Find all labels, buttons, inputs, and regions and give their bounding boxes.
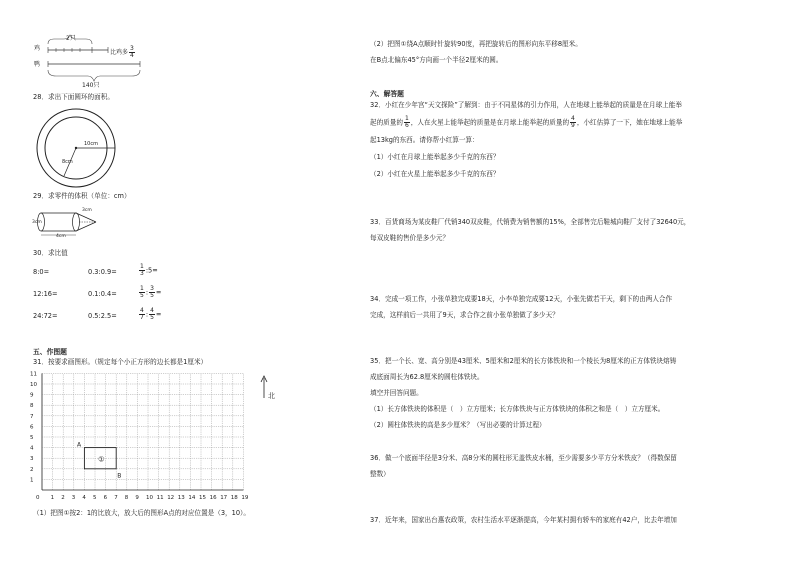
q37-line1: 37．近年来，国家出台惠农政策，农村生活水平逐渐提高，今年某村拥有轿车的家庭有42户，比去年增加 [370,516,677,524]
grid-labels [30,371,249,501]
x-tick-label: 12 [167,495,175,501]
line-row2-label: 鸭 [34,61,41,68]
x-tick-label: 0 [36,495,40,501]
q32-line2: 起的质量的 $\frac{1}{6}$ ，人在火星上能举起的质量是在月球上能举起的质量的 $\frac{4}{9}$ ，小红估算了一下，她在地球上能举 [370,115,683,129]
grid-lines [42,373,243,490]
ratio-1-a: 12:16= [33,290,58,298]
q35-sub2: （2）圆柱体铁块的高是多少厘米？（写出必要的计算过程） [370,421,546,429]
y-tick-label: 9 [30,392,34,399]
y-tick-label: 8 [30,403,34,410]
q36-line2: 整数） [370,470,390,478]
x-tick-label: 16 [209,495,217,501]
y-tick-label: 10 [30,382,37,388]
y-tick-label: 11 [30,371,37,378]
part-figure [36,207,106,239]
top-brace-label: 2只 [66,35,76,42]
q31-text: 31．按要求画图形。（规定每个小正方形的边长都是1厘米） [33,358,208,366]
q35-line2: 成底面周长为62.8厘米的圆柱体铁块。 [370,373,484,381]
x-tick-label: 18 [230,495,238,501]
dim-cone-label: 3cm [82,208,92,213]
y-tick-label: 3 [30,456,34,463]
section-5-heading: 五、作图题 [33,348,67,356]
y-tick-label: 2 [30,466,34,473]
point-a-label: A [76,441,82,449]
x-tick-label: 10 [146,495,153,501]
q32-fraction-2: $\frac{4}{9}$ [571,115,575,129]
y-tick-label: 4 [30,445,34,452]
x-tick-label: 17 [220,495,228,501]
ratio-2-a: 24:72= [33,312,58,320]
y-tick-label: 5 [30,435,34,441]
q33-line1: 33．百货商场为某皮鞋厂代销340双皮鞋，代销费为销售额的15%，全部售完后鞋城向鞋厂支付了32640元， [370,218,691,226]
compare-label [110,46,136,59]
q32-line1: 32．小红在少年宫“天文探险”了解到：由于不同星体的引力作用，人在地球上能举起的质量是在月球上能举 [370,101,682,109]
q35-line3: 填空并回答问题。 [370,389,423,397]
q29-text: 29．求零件的体积（单位：cm） [33,192,131,200]
q28-text: 28．求出下面圆环的面积。 [33,93,114,101]
q35-sub1: （1）长方体铁块的体积是（ ）立方厘米；长方体铁块与正方体铁块的体积之和是（ ）立方厘米。 [370,405,665,413]
y-tick-label: 6 [30,424,34,431]
q32-line3: 起13kg的东西。请你帮小红算一算： [370,136,479,144]
point-b-label: B [117,472,122,480]
inner-radius-label: 8cm [62,159,73,165]
q30-text: 30．求比值 [33,249,68,257]
north-label: 北 [268,392,275,400]
q31-sub3: 在B点北偏东45°方向画一个半径2厘米的圆。 [370,56,503,64]
x-tick-label: 13 [177,495,185,501]
x-tick-label: 7 [114,495,118,501]
q33-line2: 每双皮鞋的售价是多少元？ [370,234,450,242]
q36-line1: 36．做一个底面半径是3分米、高8分米的圆柱形无盖铁皮水桶，至少需要多少平方分米铁皮？（得数保留 [370,454,677,462]
x-tick-label: 11 [156,495,164,501]
q32-sub1: （1）小红在月球上能举起多少千克的东西？ [370,153,500,161]
q32-sub2: （2）小红在火星上能举起多少千克的东西？ [370,170,500,178]
q34-line1: 34．完成一项工作，小张单独完成要18天，小李单独完成要12天，小张先做若干天，剩下的由两人合作 [370,295,673,303]
ratio-1-c: $\frac{1}{5}$ : $\frac{3}{5}$ = [140,285,162,299]
q31-sub1: （1）把图①按2：1的比放大，放大后的图形A点的对应位置是（3，10）。 [33,509,250,517]
y-tick-label: 1 [30,477,34,484]
x-tick-label: 3 [71,495,76,501]
compare-text: 比鸡多 [110,49,129,56]
x-tick-label: 6 [103,495,108,501]
x-tick-label: 8 [124,495,129,501]
grid-figure [30,370,280,510]
x-tick-label: 5 [93,495,97,501]
annulus-figure [34,106,118,190]
dim-diameter-label: 3cm [32,220,42,225]
dim-length-label: 4cm [56,234,66,239]
line-row1-label: 鸡 [34,45,41,52]
section-6-heading: 六、解答题 [370,90,404,98]
total-label: 140只 [82,82,100,89]
ratio-0-a: 8:0= [33,268,50,276]
q32-fraction-1: $\frac{1}{6}$ [404,115,409,129]
ratio-1-b: 0.1:0.4= [88,290,117,298]
shape-1-label: ① [98,455,105,464]
ratio-0-c: $\frac{1}{3}$ :5= [140,263,158,277]
x-tick-label: 9 [135,495,139,501]
x-tick-label: 14 [188,495,196,501]
compare-fraction: $\frac{3}{4}$ [130,45,134,59]
q34-line2: 完成，这样前后一共用了9天，求合作之前小张单独做了多少天？ [370,311,559,319]
ratio-0-b: 0.3:0.9= [88,268,117,276]
x-tick-label: 2 [61,495,65,501]
x-tick-label: 19 [241,495,249,501]
outer-radius-label: 10cm [84,141,98,147]
y-tick-label: 7 [30,413,34,420]
x-tick-label: 15 [199,495,206,501]
q31-sub2: （2）把图①绕A点顺时针旋转90度，再把旋转后的图形向东平移8厘米。 [370,40,582,48]
x-tick-label: 1 [50,495,55,501]
ratio-2-b: 0.5:2.5= [88,312,117,320]
x-tick-label: 4 [82,495,86,501]
q35-line1: 35．把一个长、宽、高分别是43厘米、5厘米和2厘米的长方体铁块和一个棱长为8厘米的正方体铁块熔铸 [370,357,677,365]
ratio-2-c: $\frac{4}{7}$ : $\frac{4}{5}$ = [140,307,162,321]
